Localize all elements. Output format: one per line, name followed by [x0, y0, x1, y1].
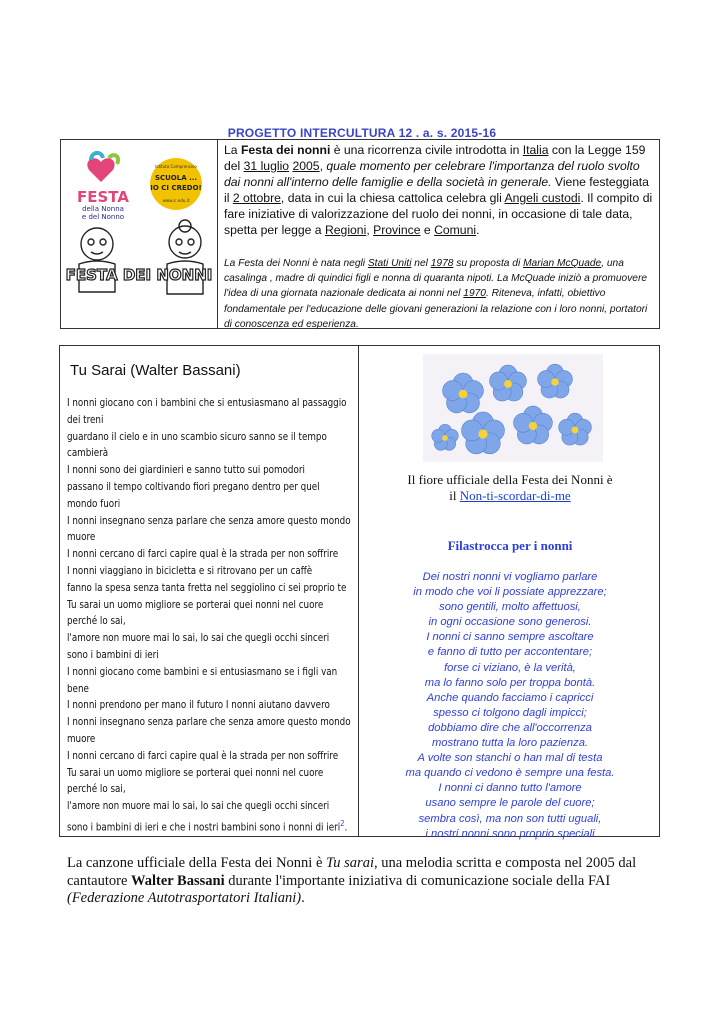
svg-text:IO CI CREDO!: IO CI CREDO! [150, 184, 202, 192]
lyric-line: I nonni prendono per mano il futuro I nonni aiutano davvero [67, 700, 330, 712]
lyric-line: I nonni insegnano senza parlare che senza amore questo mondo [67, 717, 351, 729]
poem-line: Dei nostri nonni vi vogliamo parlare [422, 571, 598, 583]
lyric-line: perché lo sai, [67, 784, 126, 796]
project-header: PROGETTO INTERCULTURA 12 . a. s. 2015-16 [227, 126, 497, 140]
lyric-line: I nonni giocano come bambini e si entusiasmano se i figli van [67, 666, 338, 678]
poem-line: I nonni ci sanno sempre ascoltare [426, 631, 594, 644]
lyric-line: I nonni cercano di farci capire qual è la strada per non soffrire [67, 750, 339, 762]
song-title: Tu Sarai (Walter Bassani) [70, 362, 241, 379]
history-paragraph: La Festa dei Nonni è nata negli Stati Uniti nel 1978 su proposta di Marian McQuade, una casalinga , madre di quindici figli e nonna di quaranta nipoti. La McQuade iniziò a promuovere l'idea di una giornata nazionale dedicata ai nonni nel 1970. Riteneva, infatti, obiettivo fondamentale per l'educazione delle giovani generazioni la relazione con i loro nonni, portatori di conoscenza ed esperienza. [224, 258, 648, 330]
poem-line: in modo che voi li possiate apprezzare; [413, 586, 607, 599]
intro-table [60, 139, 660, 329]
link-stati-uniti[interactable]: Stati Uniti [367, 258, 412, 269]
lyric-line-last: sono i bambini di ieri e che i nostri bambini sono i nonni di ieri$^2$. [67, 818, 348, 834]
link-non-ti-scordar[interactable]: Non-ti-scordar-di-me [459, 488, 571, 503]
lyric-line: bene [67, 683, 89, 695]
flower-caption: Il fiore ufficiale della Festa dei Nonni è il Non-ti-scordar-di-me [407, 472, 613, 503]
lyric-line: I nonni cercano di farci capire qual è la strada per non soffrire [67, 549, 339, 561]
poem-line: e fanno di tutto per accontentare; [427, 646, 593, 659]
lyric-line: Tu sarai un uomo migliore se porterai quei nonni nel cuore [67, 599, 324, 611]
song-lyrics [67, 396, 354, 837]
lyric-line: passano il tempo coltivando fiori pregano dentro per quel [67, 481, 320, 493]
link-2005[interactable]: 2005 [292, 159, 320, 173]
lyric-line: Tu sarai un uomo migliore se porterai quei nonni nel cuore [67, 767, 324, 779]
song-table [59, 345, 660, 840]
svg-text:SCUOLA ...: SCUOLA ... [154, 174, 198, 182]
svg-text:www.ic.edu.it: www.ic.edu.it [162, 198, 190, 203]
poem-line: A volte son stanchi o han mal di testa [417, 752, 603, 765]
link-ottobre[interactable]: 2 ottobre [232, 191, 281, 205]
link-italia[interactable]: Italia [522, 143, 549, 157]
logos-illustration [61, 140, 217, 328]
poem-line: mostrano tutta la loro pazienza. [431, 737, 589, 750]
table-divider [217, 140, 218, 328]
poem-line: spesso ci tolgono dagli impicci; [433, 706, 587, 719]
table-divider [358, 346, 359, 836]
link-angeli[interactable]: Angeli custodi [504, 191, 581, 205]
poem-line: forse ci viziano, è la verità, [444, 661, 576, 674]
link-1978[interactable]: 1978 [430, 258, 454, 269]
poem-line: i nostri nonni sono proprio speciali [425, 827, 595, 840]
logo-cell [61, 140, 217, 328]
poem-line: ma quando ci vedono è sempre una festa. [405, 767, 615, 780]
svg-text:Istituto Comprensivo: Istituto Comprensivo [155, 164, 197, 169]
footnote-ref[interactable]: 2 [340, 818, 345, 828]
lyric-line: I nonni viaggiano in bicicletta e si ritrovano per un caffè [67, 565, 313, 577]
poem-line: usano sempre le parole del cuore; [425, 797, 595, 810]
lyric-line: guardano il cielo e in uno scambio sicuro sanno se il tempo [67, 431, 327, 443]
link-comuni[interactable]: Comuni [434, 223, 477, 237]
poem-line: dobbiamo dire che all'occorrenza [428, 721, 592, 734]
scuola-badge [150, 158, 202, 210]
poem-line: Anche quando facciamo i capricci [426, 691, 594, 704]
lyric-line: l'amore non muore mai lo sai, lo sai che quegli occhi sinceri [67, 801, 330, 813]
lyric-line: l'amore non muore mai lo sai, lo sai che quegli occhi sinceri [67, 633, 330, 645]
poem-line: in ogni occasione sono generosi. [428, 616, 592, 629]
lyric-line: cambierà [67, 448, 109, 460]
poem-line: ma lo fanno solo per troppa bontà. [424, 676, 596, 689]
lyric-line: mondo fuori [67, 498, 121, 510]
poem-line: I nonni ci danno tutto l'amore [438, 782, 582, 795]
festa-dei-nonni-banner: FESTA DEI NONNI [65, 266, 213, 284]
lyric-line: fanno la spesa senza tanta fretta nel seggiolino ci sei proprio te [67, 582, 347, 594]
lyric-line: dei treni [67, 414, 104, 426]
poem-line: sono gentili, molto affettuosi, [439, 601, 581, 614]
festa-nonna-logo [77, 153, 129, 221]
footer-paragraph: La canzone ufficiale della Festa dei Nonni è Tu sarai, una melodia scritta e composta nel 2005 dal cantautore Walter Bassani durante l'importante iniziativa di comunicazione sociale della FAI (Federazione Autotrasportatori Italiani). [67, 855, 637, 906]
lyric-line: I nonni giocano con i bambini che si entusiasmano al passaggio [67, 398, 347, 409]
lyric-line: perché lo sai, [67, 616, 126, 628]
forget-me-not-image [423, 354, 603, 462]
svg-text:della Nonna: della Nonna [82, 205, 124, 213]
svg-text:FESTA: FESTA [77, 188, 129, 206]
intro-paragraph: La Festa dei nonni è una ricorrenza civile introdotta in Italia con la Legge 159 del 31 luglio 2005, quale momento per celebrare l'importanza del ruolo svolto dai nonni all'interno delle famiglie e della società in generale. Viene festeggiata il 2 ottobre, data in cui la chiesa cattolica celebra gli Angeli custodi. Il compito di fare iniziative di valorizzazione del ruolo dei nonni, in occasione di tale data, spetta per legge a Regioni, Province e Comuni. [224, 143, 653, 237]
lyric-line: I nonni sono dei giardinieri e sanno tutto sui pomodori [67, 465, 305, 477]
link-regioni[interactable]: Regioni [324, 223, 367, 237]
filastrocca-title: Filastrocca per i nonni [447, 538, 573, 553]
lyric-line: sono i bambini di ieri [67, 649, 159, 661]
svg-text:e del Nonno: e del Nonno [81, 213, 125, 221]
link-1970[interactable]: 1970 [463, 288, 486, 300]
lyric-line: muore [67, 532, 96, 544]
link-province[interactable]: Province [373, 223, 421, 237]
filastrocca-poem [360, 570, 660, 842]
lyric-line: muore [67, 733, 96, 745]
link-marian[interactable]: Marian McQuade [523, 258, 602, 269]
lyric-line: I nonni insegnano senza parlare che senza amore questo mondo [67, 515, 351, 527]
poem-line: sembra così, ma non son tutti uguali, [418, 812, 602, 825]
link-luglio[interactable]: 31 luglio [243, 159, 290, 173]
